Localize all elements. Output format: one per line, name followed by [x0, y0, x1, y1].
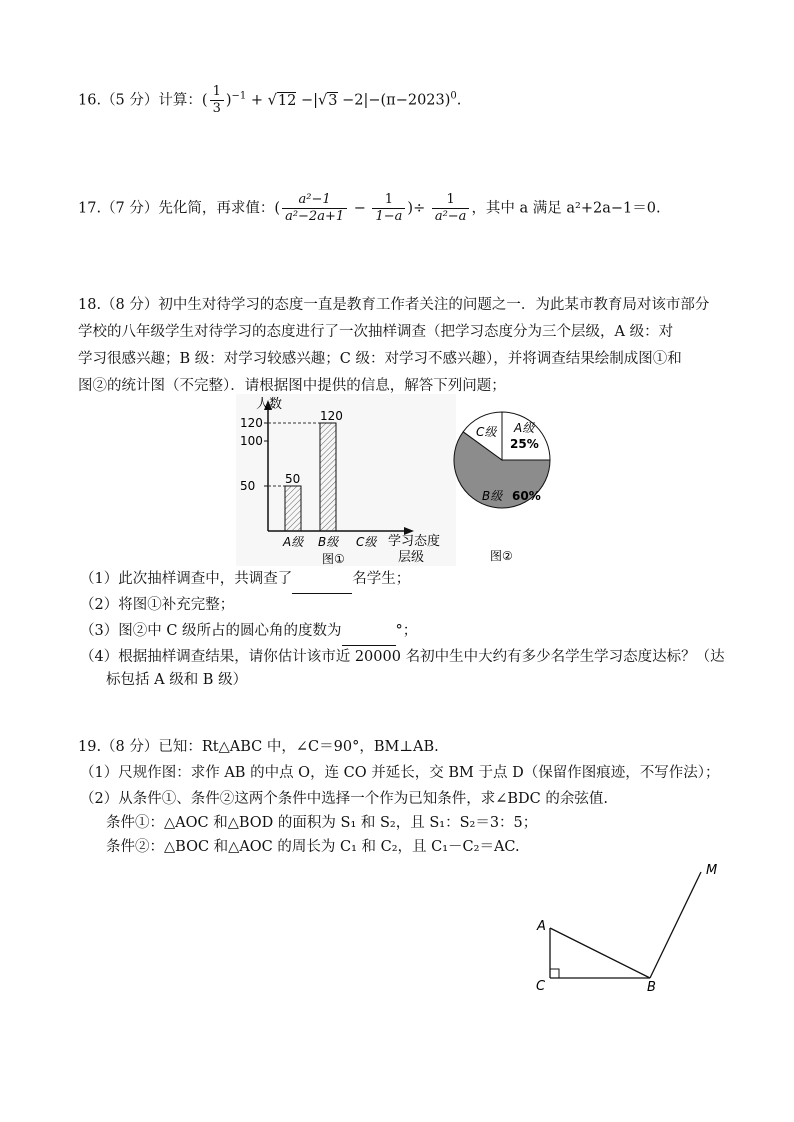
q16-exponent-zero: 0	[450, 90, 457, 102]
q17-f2-den: 1−a	[375, 209, 403, 224]
pie-slice-0	[502, 412, 550, 460]
q16-number: 16.	[78, 92, 102, 109]
q16-frac-den: 3	[212, 101, 221, 116]
pie-percent-1: 60%	[512, 489, 541, 503]
q17-number: 17.	[78, 200, 102, 217]
question-18-stem	[78, 292, 720, 400]
q19-sub-2: （2）从条件①、条件②这两个条件中选择一个作为已知条件，求∠BDC 的余弦值.	[80, 791, 608, 807]
pie-label-2: C级	[476, 425, 497, 439]
x-axis-label-line1: 学习态度	[388, 534, 441, 549]
triangle-svg	[526, 858, 732, 998]
q16-abs-open: −|	[296, 92, 319, 109]
category-label-0: A级	[283, 535, 304, 549]
category-label-2: C级	[356, 535, 377, 549]
q16-sqrt3: 3	[328, 92, 338, 109]
q17-fraction-1	[282, 192, 347, 225]
y-tick-label-50: 50	[240, 479, 256, 493]
q17-fraction-2	[372, 192, 405, 225]
q17-f3-num: 1	[432, 192, 470, 209]
q16-frac-num: 1	[210, 84, 224, 101]
q18-sub3-text: （3）图②中 C 级所占的圆心角的度数为	[80, 623, 342, 639]
q18-line-4: 图②的统计图（不完整）．请根据图中提供的信息，解答下列问题；	[78, 378, 506, 394]
q18-sub-4-cont: 标包括 A 级和 B 级）	[106, 672, 248, 688]
q18-sub-2: （2）将图①补充完整；	[80, 597, 235, 613]
q17-minus: −	[349, 200, 371, 217]
ray-bm	[650, 872, 701, 978]
q17-score: （7 分）先化简，再求值：(	[101, 200, 281, 217]
question-17	[78, 192, 728, 225]
category-label-1: B级	[318, 535, 339, 549]
label-m: M	[706, 863, 718, 878]
q16-paren-close: )	[225, 92, 232, 109]
pie-label-0: A级	[514, 421, 535, 435]
right-angle-mark	[550, 969, 559, 978]
q16-score: （5 分）计算：	[101, 92, 202, 109]
y-tick-label-120: 120	[240, 416, 263, 430]
q17-condition: ，其中 a 满足 a²+2a−1＝0.	[471, 200, 661, 217]
label-c: C	[536, 979, 546, 994]
q19-condition-2: 条件②：△BOC 和△AOC 的周长为 C₁ 和 C₂，且 C₁－C₂＝AC.	[106, 839, 520, 855]
q16-exponent: −1	[231, 90, 247, 102]
bar-value-label-1: 120	[320, 409, 343, 423]
label-b: B	[647, 980, 656, 995]
q18-sub1-tail: 名学生；	[352, 571, 411, 587]
q17-f3-den: a²−a	[434, 209, 467, 224]
y-tick-label-100: 100	[240, 434, 263, 448]
q18-sub-4: （4）根据抽样调查结果，请你估计该市近 20000 名初中生中大约有多少名学生学习态度达标？（达	[80, 649, 725, 665]
pie-label-1: B级	[482, 489, 503, 503]
bar-value-label-0: 50	[285, 472, 301, 486]
q16-sqrt12: 12	[277, 92, 297, 109]
q18-sub-1	[80, 566, 720, 594]
figure-2-caption: 图②	[490, 549, 513, 563]
question-16: 16.（5 分）计算：( $\frac{1}{3}$ )$^{-1} + √12 -|√3 -2|-(\pi-2023)^0$.	[78, 84, 462, 116]
q18-line-3: 学习很感兴趣；B 级：对学习较感兴趣；C 级：对学习不感兴趣），并将调查结果绘制成图①和	[78, 351, 682, 367]
q16-fraction	[210, 84, 224, 117]
q16-period: .	[456, 92, 462, 109]
q18-sub1-text: （1）此次抽样调查中，共调查了	[80, 571, 293, 587]
q17-f2-num: 1	[372, 192, 405, 209]
figure-1-caption: 图①	[322, 552, 345, 566]
bar-chart-svg	[236, 394, 456, 566]
pie-percent-0: 25%	[510, 437, 539, 451]
side-ab	[550, 928, 650, 978]
bar-1	[320, 423, 336, 531]
q19-condition-1: 条件①：△AOC 和△BOD 的面积为 S₁ 和 S₂，且 S₁：S₂＝3：5；	[106, 815, 538, 831]
figure-2-pie-chart	[452, 398, 562, 566]
q16-paren: (	[201, 92, 208, 109]
triangle-figure	[526, 858, 732, 998]
q18-sub-3	[80, 618, 720, 646]
q17-fraction-3	[432, 192, 470, 225]
x-axis-label-line2: 层级	[398, 550, 425, 565]
q18-line-1: 18.（8 分）初中生对待学习的态度一直是教育工作者关注的问题之一．为此某市教育局对该市部分	[78, 297, 710, 313]
q17-f1-num: a²−1	[282, 192, 347, 209]
q19-stem: 19.（8 分）已知：Rt△ABC 中，∠C＝90°，BM⊥AB.	[78, 739, 439, 755]
q17-divide: )÷	[407, 200, 430, 217]
q18-line-2: 学校的八年级学生对待学习的态度进行了一次抽样调查（把学习态度分为三个层级，A 级：对	[78, 324, 674, 340]
q16-rest: −2|−(π−2023)	[337, 92, 451, 109]
q19-sub-1: （1）尺规作图：求作 AB 的中点 O，连 CO 并延长，交 BM 于点 D（保留作图痕迹，不写作法）；	[80, 765, 720, 781]
q18-sub3-tail: °；	[395, 623, 418, 639]
y-axis-label: 人数	[256, 397, 283, 412]
q16-plus: +	[246, 92, 268, 109]
figure-1-bar-chart	[236, 394, 456, 566]
answer-blank-3[interactable]	[342, 618, 396, 646]
label-a: A	[537, 919, 546, 934]
q17-f1-den: a²−2a+1	[285, 209, 345, 224]
pie-chart-svg	[452, 398, 562, 566]
answer-blank-1[interactable]	[292, 566, 352, 594]
bar-0	[285, 486, 301, 531]
